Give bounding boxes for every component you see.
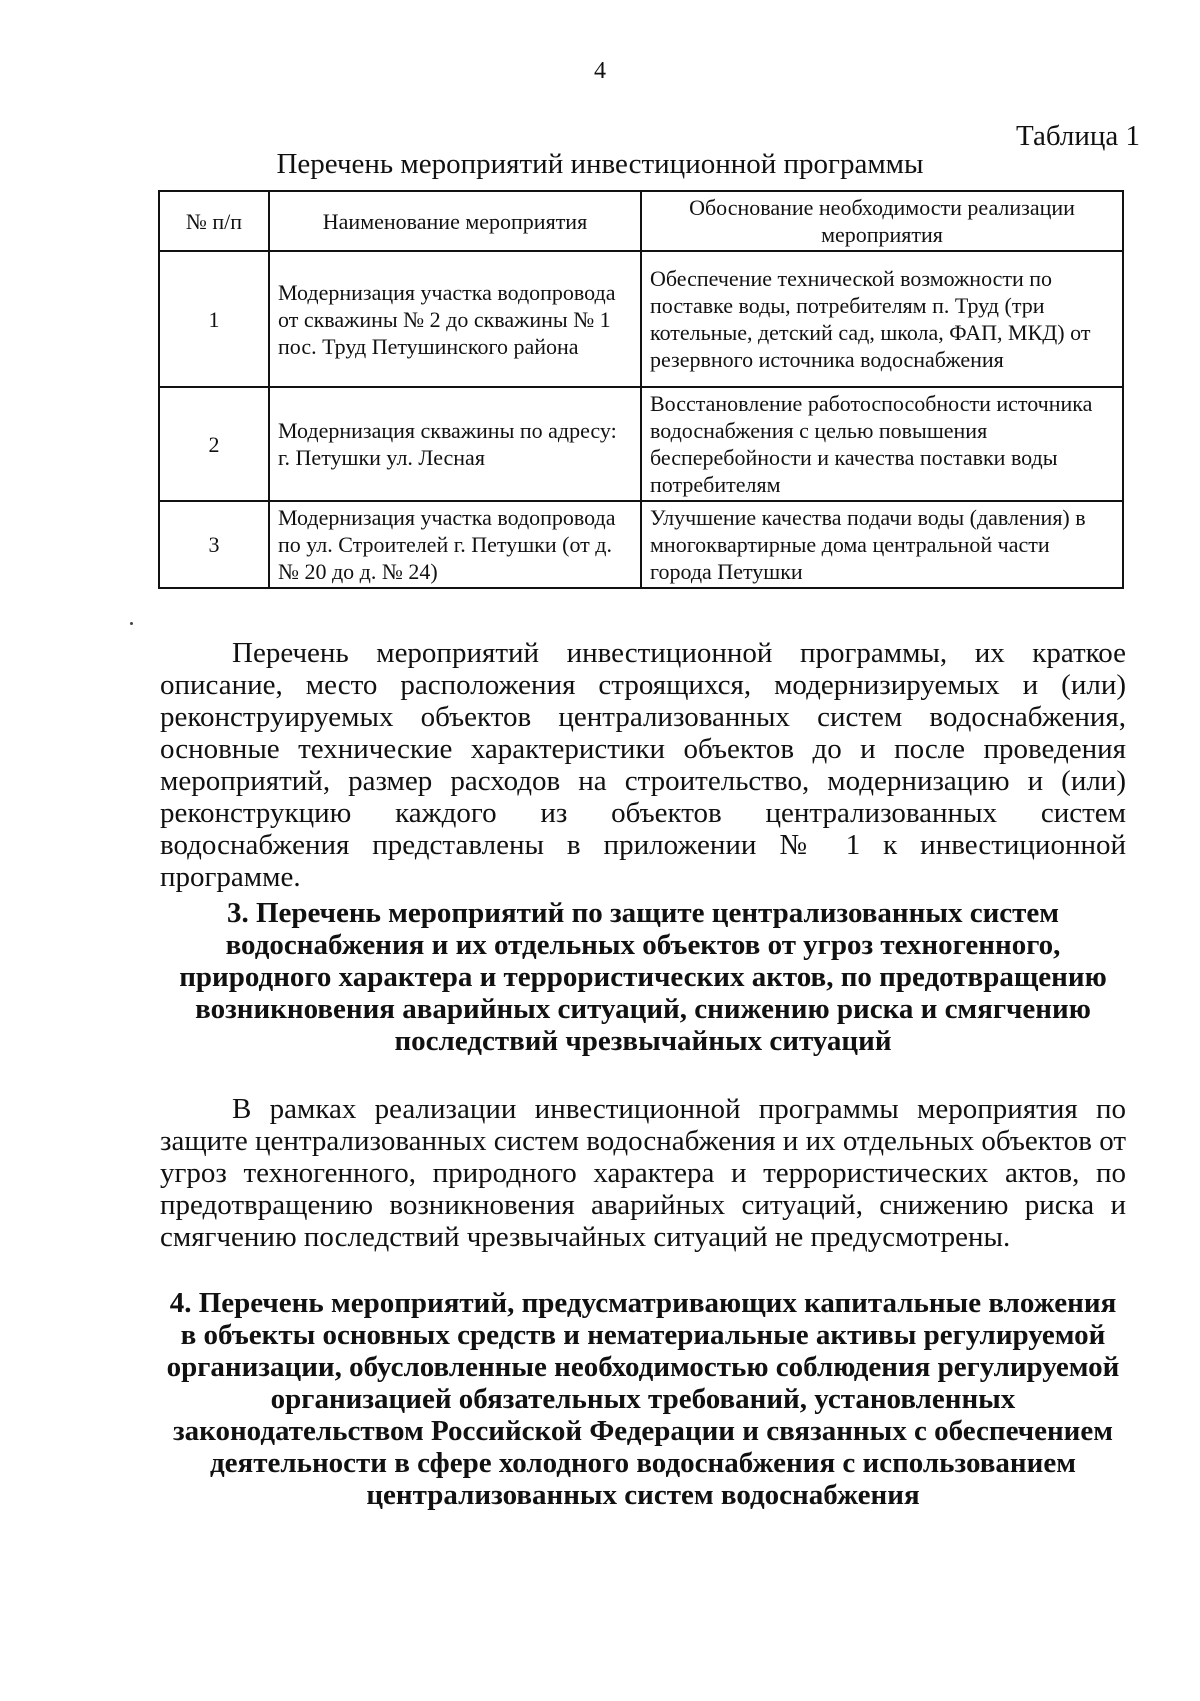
section-4-heading: 4. Перечень мероприятий, предусматривающих капитальные вложения в объекты основных средств и нематериальные активы регулируемой организации, обусловленные необходимостью соблюдения регулируемой организацией обязательных требований, установленных законодательством Российской Федерации и связанных с обеспечением деятельности в сфере холодного водоснабжения с использованием централизованных систем водоснабжения: [166, 1287, 1120, 1511]
header-number: № п/п: [159, 191, 269, 251]
header-reason: Обоснование необходимости реализации мероприятия: [641, 191, 1123, 251]
scan-speck: [130, 622, 133, 625]
row-number: 3: [159, 501, 269, 588]
page-number: 4: [594, 58, 606, 84]
paragraph-measures-description: Перечень мероприятий инвестиционной программы, их краткое описание, место расположения строящихся, модернизируемых и (или) реконструируемых объектов централизованных систем водоснабжения, основные технические характеристики объектов до и после проведения мероприятий, размер расходов на строительство, модернизацию и (или) реконструкцию каждого из объектов централизованных систем водоснабжения представлены в приложении № 1 к инвестиционной программе.: [160, 637, 1126, 893]
table-row: [159, 387, 1123, 501]
row-reason: Улучшение качества подачи воды (давления) в многоквартирные дома центральной части города Петушки: [641, 501, 1123, 588]
section-3-text: В рамках реализации инвестиционной программы мероприятия по защите централизованных систем водоснабжения и их отдельных объектов от угроз техногенного, природного характера и террористических актов, по предотвращению возникновения аварийных ситуаций, снижению риска и смягчению последствий чрезвычайных ситуаций не предусмотрены.: [160, 1093, 1126, 1253]
section-3-heading: 3. Перечень мероприятий по защите централизованных систем водоснабжения и их отдельных объектов от угроз техногенного, природного характера и террористических актов, по предотвращению возникновения аварийных ситуаций, снижению риска и смягчению последствий чрезвычайных ситуаций: [179, 897, 1107, 1057]
header-name: Наименование мероприятия: [269, 191, 641, 251]
row-number: 1: [159, 251, 269, 387]
row-name: Модернизация участка водопровода по ул. Строителей г. Петушки (от д. № 20 до д. № 24): [269, 501, 641, 588]
table-label: Таблица 1: [1016, 120, 1141, 152]
table-title: Перечень мероприятий инвестиционной программы: [276, 148, 924, 180]
row-name: Модернизация участка водопровода от скважины № 2 до скважины № 1 пос. Труд Петушинского района: [269, 251, 641, 387]
table-header-row: [159, 191, 1123, 251]
table-row: [159, 501, 1123, 588]
row-name: Модернизация скважины по адресу: г. Петушки ул. Лесная: [269, 387, 641, 501]
table-row: [159, 251, 1123, 387]
measures-table: [158, 190, 1124, 589]
row-reason: Обеспечение технической возможности по поставке воды, потребителям п. Труд (три котельные, детский сад, школа, ФАП, МКД) от резервного источника водоснабжения: [641, 251, 1123, 387]
row-number: 2: [159, 387, 269, 501]
row-reason: Восстановление работоспособности источника водоснабжения с целью повышения бесперебойности и качества поставки воды потребителям: [641, 387, 1123, 501]
